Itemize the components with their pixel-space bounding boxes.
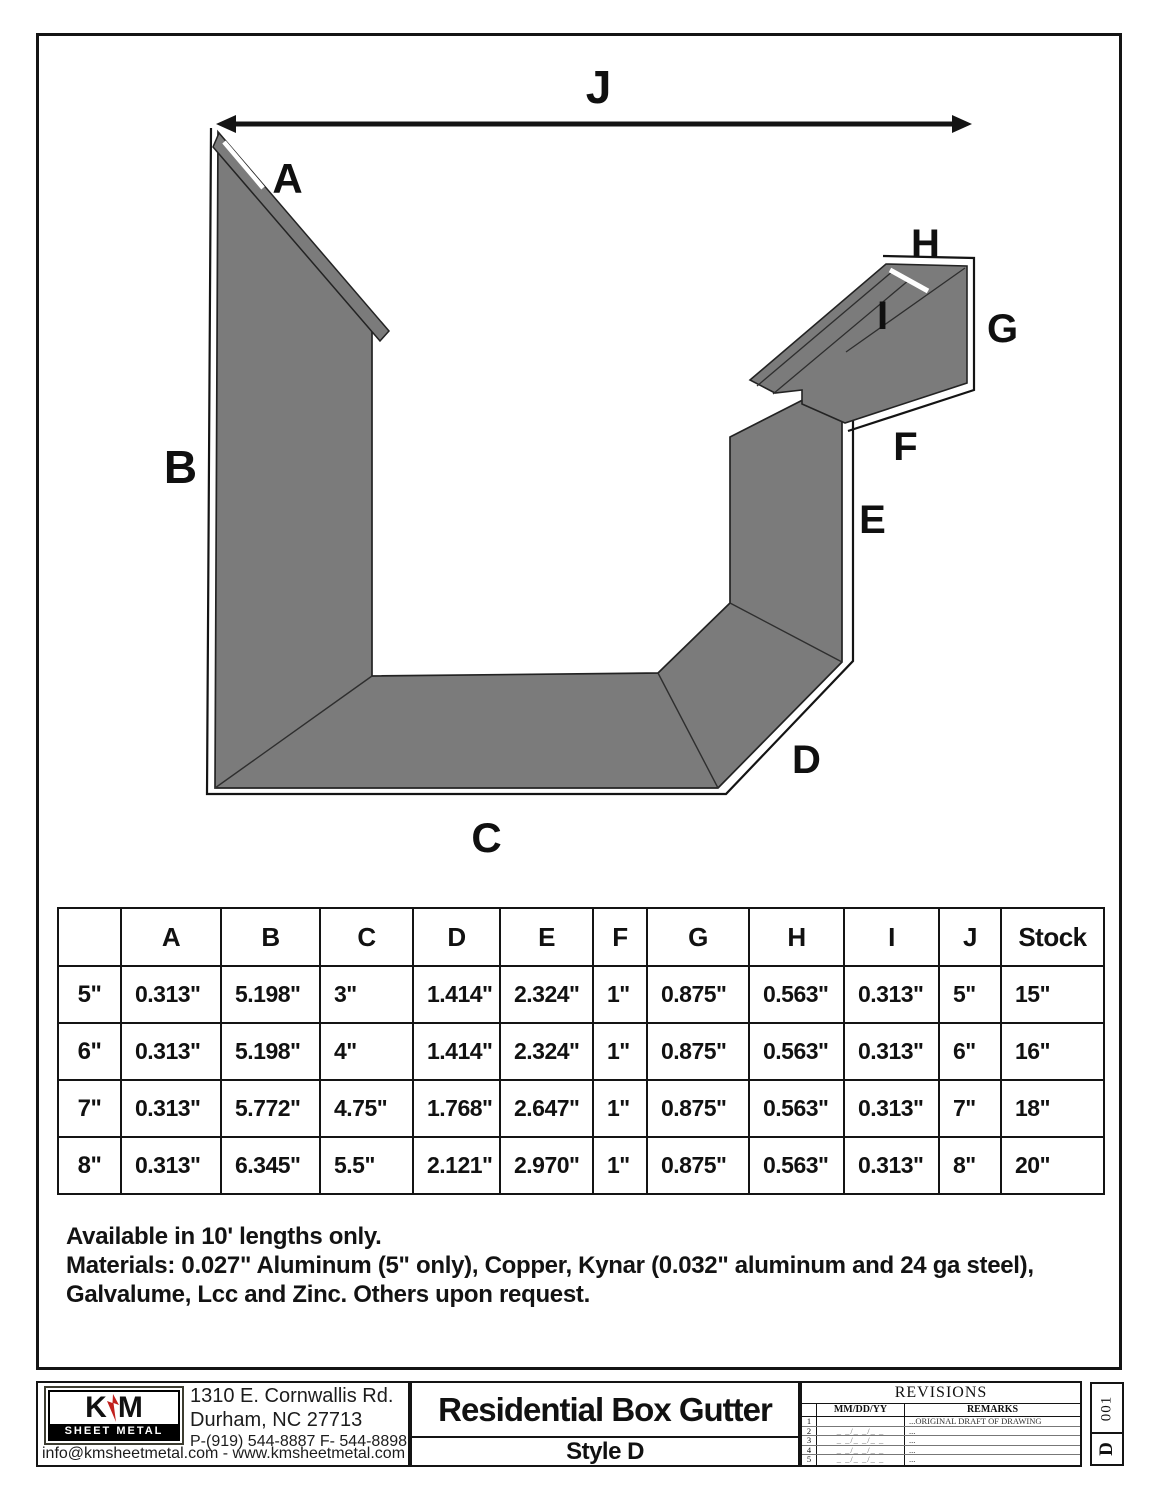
- dim-value-cell: 2.121": [413, 1137, 500, 1194]
- title-box: [410, 1381, 800, 1467]
- dim-value-cell: 5.198": [221, 966, 320, 1023]
- dim-header-Stock: Stock: [1001, 908, 1104, 966]
- dim-value-cell: 0.313": [844, 1137, 939, 1194]
- dim-row-8: [58, 1137, 1104, 1194]
- note-line: Available in 10' lengths only.: [66, 1223, 382, 1250]
- dimension-arrow-j: [216, 115, 972, 133]
- dim-size-cell: 8": [58, 1137, 121, 1194]
- dim-value-cell: 2.324": [500, 966, 593, 1023]
- dim-value-cell: 0.313": [121, 1023, 221, 1080]
- dim-value-cell: 1.768": [413, 1080, 500, 1137]
- dim-value-cell: 1.414": [413, 966, 500, 1023]
- revision-date: _ _/_ _/_ _: [817, 1427, 905, 1436]
- dim-header-E: E: [500, 908, 593, 966]
- dim-value-cell: 20": [1001, 1137, 1104, 1194]
- dim-value-cell: 16": [1001, 1023, 1104, 1080]
- dim-row-5: [58, 966, 1104, 1023]
- dim-value-cell: 5": [939, 966, 1001, 1023]
- dim-value-cell: 0.875": [647, 966, 749, 1023]
- dim-label-h: H: [911, 222, 939, 266]
- dim-header-C: C: [320, 908, 413, 966]
- revision-date: [817, 1417, 905, 1426]
- drawing-title: Residential Box Gutter: [412, 1383, 798, 1438]
- dim-value-cell: 4": [320, 1023, 413, 1080]
- dim-value-cell: 0.563": [749, 1023, 844, 1080]
- dim-label-j: J: [585, 61, 611, 113]
- dimension-table-body: [58, 966, 1104, 1194]
- dim-row-7: [58, 1080, 1104, 1137]
- dim-value-cell: 7": [939, 1080, 1001, 1137]
- revision-date: _ _/_ _/_ _: [817, 1455, 905, 1465]
- revision-remark: ...: [909, 1425, 916, 1436]
- dimension-table-head: [58, 908, 1104, 966]
- logo-sheet-metal-text: SHEET METAL: [50, 1424, 178, 1439]
- dim-value-cell: 8": [939, 1137, 1001, 1194]
- dim-value-cell: 0.563": [749, 1080, 844, 1137]
- dim-header-I: I: [844, 908, 939, 966]
- revision-remark: ...: [909, 1444, 916, 1455]
- revisions-date-col: MM/DD/YY: [817, 1404, 905, 1416]
- drawing-style: Style D: [566, 1437, 644, 1465]
- dim-value-cell: 0.313": [121, 1080, 221, 1137]
- sheet-number-box: [1090, 1382, 1124, 1466]
- dim-size-cell: 7": [58, 1080, 121, 1137]
- notes: [66, 1222, 1086, 1309]
- note-line: Materials: 0.027" Aluminum (5" only), Copper, Kynar (0.032" aluminum and 24 ga steel),: [66, 1252, 1034, 1279]
- contact-box: [36, 1381, 410, 1467]
- email-website-line[interactable]: info@kmsheetmetal.com - www.kmsheetmetal.com: [42, 1445, 406, 1462]
- dim-value-cell: 1": [593, 1137, 647, 1194]
- revisions-remarks-col: REMARKS: [966, 1404, 1019, 1415]
- dim-value-cell: 2.970": [500, 1137, 593, 1194]
- dim-value-cell: 0.563": [749, 966, 844, 1023]
- note-line: Galvalume, Lcc and Zinc. Others upon request.: [66, 1281, 590, 1308]
- dim-header-B: B: [221, 908, 320, 966]
- dim-value-cell: 0.875": [647, 1137, 749, 1194]
- dim-value-cell: 3": [320, 966, 413, 1023]
- dim-value-cell: 0.313": [121, 966, 221, 1023]
- dim-size-cell: 6": [58, 1023, 121, 1080]
- address-line-2: Durham, NC 27713: [190, 1409, 363, 1431]
- address-line-1: 1310 E. Cornwallis Rd.: [190, 1385, 394, 1407]
- revision-number: 3: [802, 1436, 817, 1445]
- dim-label-a: A: [272, 155, 302, 202]
- km-sheet-metal-logo: [44, 1386, 184, 1445]
- revision-number: 2: [802, 1427, 817, 1436]
- dim-value-cell: 1": [593, 1023, 647, 1080]
- dim-value-cell: 0.313": [844, 1023, 939, 1080]
- sheet-number: 001: [1098, 1395, 1115, 1421]
- gutter-body: [215, 132, 842, 788]
- dim-label-i: I: [876, 294, 888, 338]
- sheet-number-cell: [1092, 1384, 1122, 1434]
- dim-value-cell: 4.75": [320, 1080, 413, 1137]
- revision-number: 5: [802, 1455, 817, 1465]
- phone-fax-line: P-(919) 544-8887 F- 544-8898: [190, 1433, 408, 1450]
- dimension-table: [57, 907, 1105, 1195]
- dim-label-f: F: [893, 425, 917, 469]
- dim-value-cell: 15": [1001, 966, 1104, 1023]
- dim-value-cell: 1": [593, 966, 647, 1023]
- dim-header-H: H: [749, 908, 844, 966]
- dim-value-cell: 0.313": [844, 1080, 939, 1137]
- dim-value-cell: 1.414": [413, 1023, 500, 1080]
- dim-value-cell: 5.198": [221, 1023, 320, 1080]
- dim-value-cell: 2.324": [500, 1023, 593, 1080]
- revisions-number-col: [802, 1404, 817, 1416]
- revision-remark: ...ORIGINAL DRAFT OF DRAWING: [909, 1416, 1042, 1426]
- dim-value-cell: 2.647": [500, 1080, 593, 1137]
- dim-label-e: E: [859, 498, 885, 542]
- dim-value-cell: 0.313": [121, 1137, 221, 1194]
- sheet-letter: D: [1095, 1442, 1117, 1456]
- dim-header-G: G: [647, 908, 749, 966]
- dim-label-b: B: [163, 441, 197, 493]
- dim-value-cell: 18": [1001, 1080, 1104, 1137]
- revisions-table: [800, 1381, 1082, 1467]
- revision-number: 1: [802, 1417, 817, 1426]
- dim-value-cell: 1": [593, 1080, 647, 1137]
- dim-size-cell: 5": [58, 966, 121, 1023]
- revision-remark: ...: [909, 1454, 916, 1465]
- dim-label-g: G: [986, 307, 1018, 351]
- dim-header-D: D: [413, 908, 500, 966]
- logo-letter-m: M: [117, 1391, 143, 1424]
- revision-row-5: [802, 1455, 1080, 1465]
- revisions-title: REVISIONS: [802, 1383, 1080, 1404]
- dim-row-6: [58, 1023, 1104, 1080]
- dim-label-c: C: [471, 814, 501, 861]
- dim-value-cell: 0.563": [749, 1137, 844, 1194]
- company-address: [190, 1386, 408, 1450]
- dim-header-A: A: [121, 908, 221, 966]
- dim-value-cell: 5.772": [221, 1080, 320, 1137]
- dim-value-cell: 0.313": [844, 966, 939, 1023]
- dim-value-cell: 6.345": [221, 1137, 320, 1194]
- dim-header-blank: [58, 908, 121, 966]
- revisions-rows: [802, 1417, 1080, 1465]
- dim-header-F: F: [593, 908, 647, 966]
- revision-remark: ...: [909, 1435, 916, 1446]
- revision-number: 4: [802, 1446, 817, 1455]
- dim-value-cell: 5.5": [320, 1137, 413, 1194]
- revision-date: _ _/_ _/_ _: [817, 1446, 905, 1455]
- sheet-letter-cell: [1092, 1434, 1122, 1464]
- dim-value-cell: 0.875": [647, 1023, 749, 1080]
- dim-header-J: J: [939, 908, 1001, 966]
- dim-value-cell: 0.875": [647, 1080, 749, 1137]
- revision-date: _ _/_ _/_ _: [817, 1436, 905, 1445]
- dim-value-cell: 6": [939, 1023, 1001, 1080]
- dim-label-d: D: [792, 738, 820, 782]
- logo-letter-k: K: [85, 1391, 107, 1424]
